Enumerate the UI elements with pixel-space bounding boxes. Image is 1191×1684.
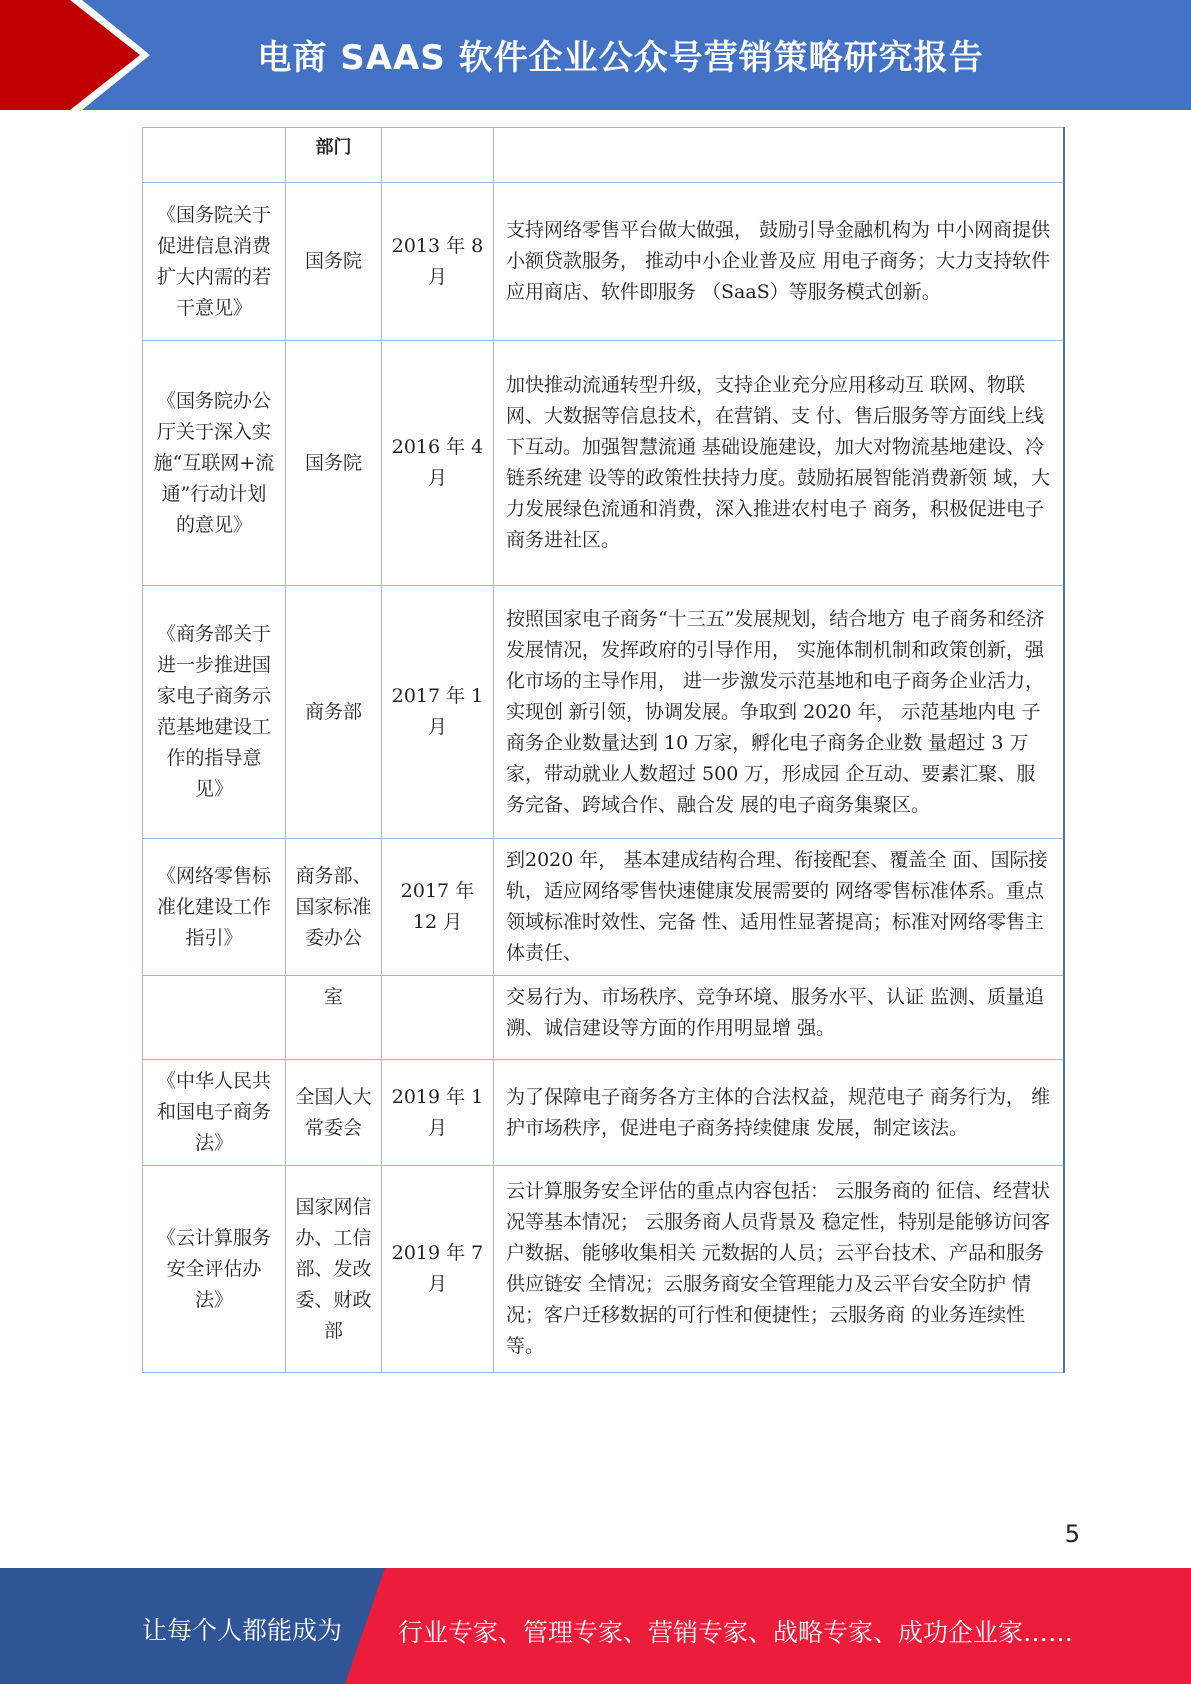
page-header (0, 0, 1191, 110)
policy-department: 国务院 (286, 341, 382, 586)
policy-name: 《国务院办公厅关于深入实施“互联网+流通”行动计划的意见》 (143, 341, 286, 586)
footer-slogan-right: 行业专家、管理专家、营销专家、战略专家、成功企业家…… (398, 1618, 1074, 1647)
policy-date: 2017 年 1 月 (382, 586, 494, 839)
policy-date (382, 976, 494, 1060)
policy-date: 2017 年 12 月 (382, 839, 494, 976)
header-arrow-icon (0, 0, 140, 110)
policy-content: 加快推动流通转型升级，支持企业充分应用移动互 联网、物联网、大数据等信息技术，在营销、支 付、售后服务等方面线上线下互动。加强智慧流通 基础设施建设，加大对物流基地建设、冷链系统建 设等的政策性扶持力度。鼓励拓展智能消费新领 域，大力发展绿色流通和消费，深入推进农村电子 商务，积极促进电子商务进社区。 (494, 341, 1064, 586)
policy-department: 室 (286, 976, 382, 1060)
table-row (143, 839, 1064, 976)
table-header-row (143, 128, 1064, 183)
policy-content: 为了保障电子商务各方主体的合法权益，规范电子 商务行为， 维护市场秩序，促进电子商务持续健康 发展，制定该法。 (494, 1060, 1064, 1166)
policy-name (143, 976, 286, 1060)
policy-content: 交易行为、市场秩序、竞争环境、服务水平、认证 监测、质量追溯、诚信建设等方面的作用明显增 强。 (494, 976, 1064, 1060)
policy-name: 《国务院关于促进信息消费扩大内需的若干意见》 (143, 183, 286, 341)
policy-content: 云计算服务安全评估的重点内容包括： 云服务商的 征信、经营状况等基本情况； 云服务商人员背景及 稳定性，特别是能够访问客户数据、能够收集相关 元数据的人员；云平台技术、产品和服务供应链安 全情况；云服务商安全管理能力及云平台安全防护 情况；客户迁移数据的可行性和便捷性；云服务商 的业务连续性等。 (494, 1166, 1064, 1373)
header-cell-name (143, 128, 286, 183)
table-row (143, 1060, 1064, 1166)
policy-name: 《商务部关于进一步推进国家电子商务示范基地建设工作的指导意见》 (143, 586, 286, 839)
policy-date: 2013 年 8 月 (382, 183, 494, 341)
table-row (143, 183, 1064, 341)
policy-name: 《中华人民共和国电子商务法》 (143, 1060, 286, 1166)
header-cell-date (382, 128, 494, 183)
header-cell-content (494, 128, 1064, 183)
policy-content: 支持网络零售平台做大做强， 鼓励引导金融机构为 中小网商提供小额贷款服务， 推动中小企业普及应 用电子商务；大力支持软件应用商店、软件即服务 （SaaS）等服务模式创新。 (494, 183, 1064, 341)
policy-name: 《网络零售标准化建设工作指引》 (143, 839, 286, 976)
policy-department: 国家网信办、工信部、发改委、财政部 (286, 1166, 382, 1373)
policy-table-container (142, 127, 1063, 1373)
page-footer (0, 1568, 1191, 1684)
table-row (143, 1166, 1064, 1373)
page-number: 5 (1064, 1520, 1080, 1548)
table-row-continuation (143, 976, 1064, 1060)
policy-table (142, 127, 1065, 1373)
policy-date: 2016 年 4 月 (382, 341, 494, 586)
policy-date: 2019 年 1 月 (382, 1060, 494, 1166)
policy-department: 全国人大常委会 (286, 1060, 382, 1166)
policy-department: 商务部、国家标准委办公 (286, 839, 382, 976)
policy-date: 2019 年 7 月 (382, 1166, 494, 1373)
header-cell-dept: 部门 (286, 128, 382, 183)
policy-department: 国务院 (286, 183, 382, 341)
policy-name: 《云计算服务安全评估办法》 (143, 1166, 286, 1373)
report-title: 电商 SAAS 软件企业公众号营销策略研究报告 (257, 38, 984, 78)
table-row (143, 341, 1064, 586)
footer-slogan-left: 让每个人都能成为 (142, 1616, 343, 1645)
policy-department: 商务部 (286, 586, 382, 839)
table-row (143, 586, 1064, 839)
policy-content: 按照国家电子商务“十三五”发展规划，结合地方 电子商务和经济发展情况，发挥政府的引导作用， 实施体制机制和政策创新，强化市场的主导作用， 进一步激发示范基地和电子商务企业活力，实现创 新引领，协调发展。争取到 2020 年， 示范基地内电 子商务企业数量达到 10 万家，孵化电子商务企业数 量超过 3 万家，带动就业人数超过 500 万，形成园 企互动、要素汇聚、服务完备、跨域合作、融合发 展的电子商务集聚区。 (494, 586, 1064, 839)
policy-content: 到2020 年， 基本建成结构合理、衔接配套、覆盖全 面、国际接轨，适应网络零售快速健康发展需要的 网络零售标准体系。重点领域标准时效性、完备 性、适用性显著提高；标准对网络零售主体责任、 (494, 839, 1064, 976)
